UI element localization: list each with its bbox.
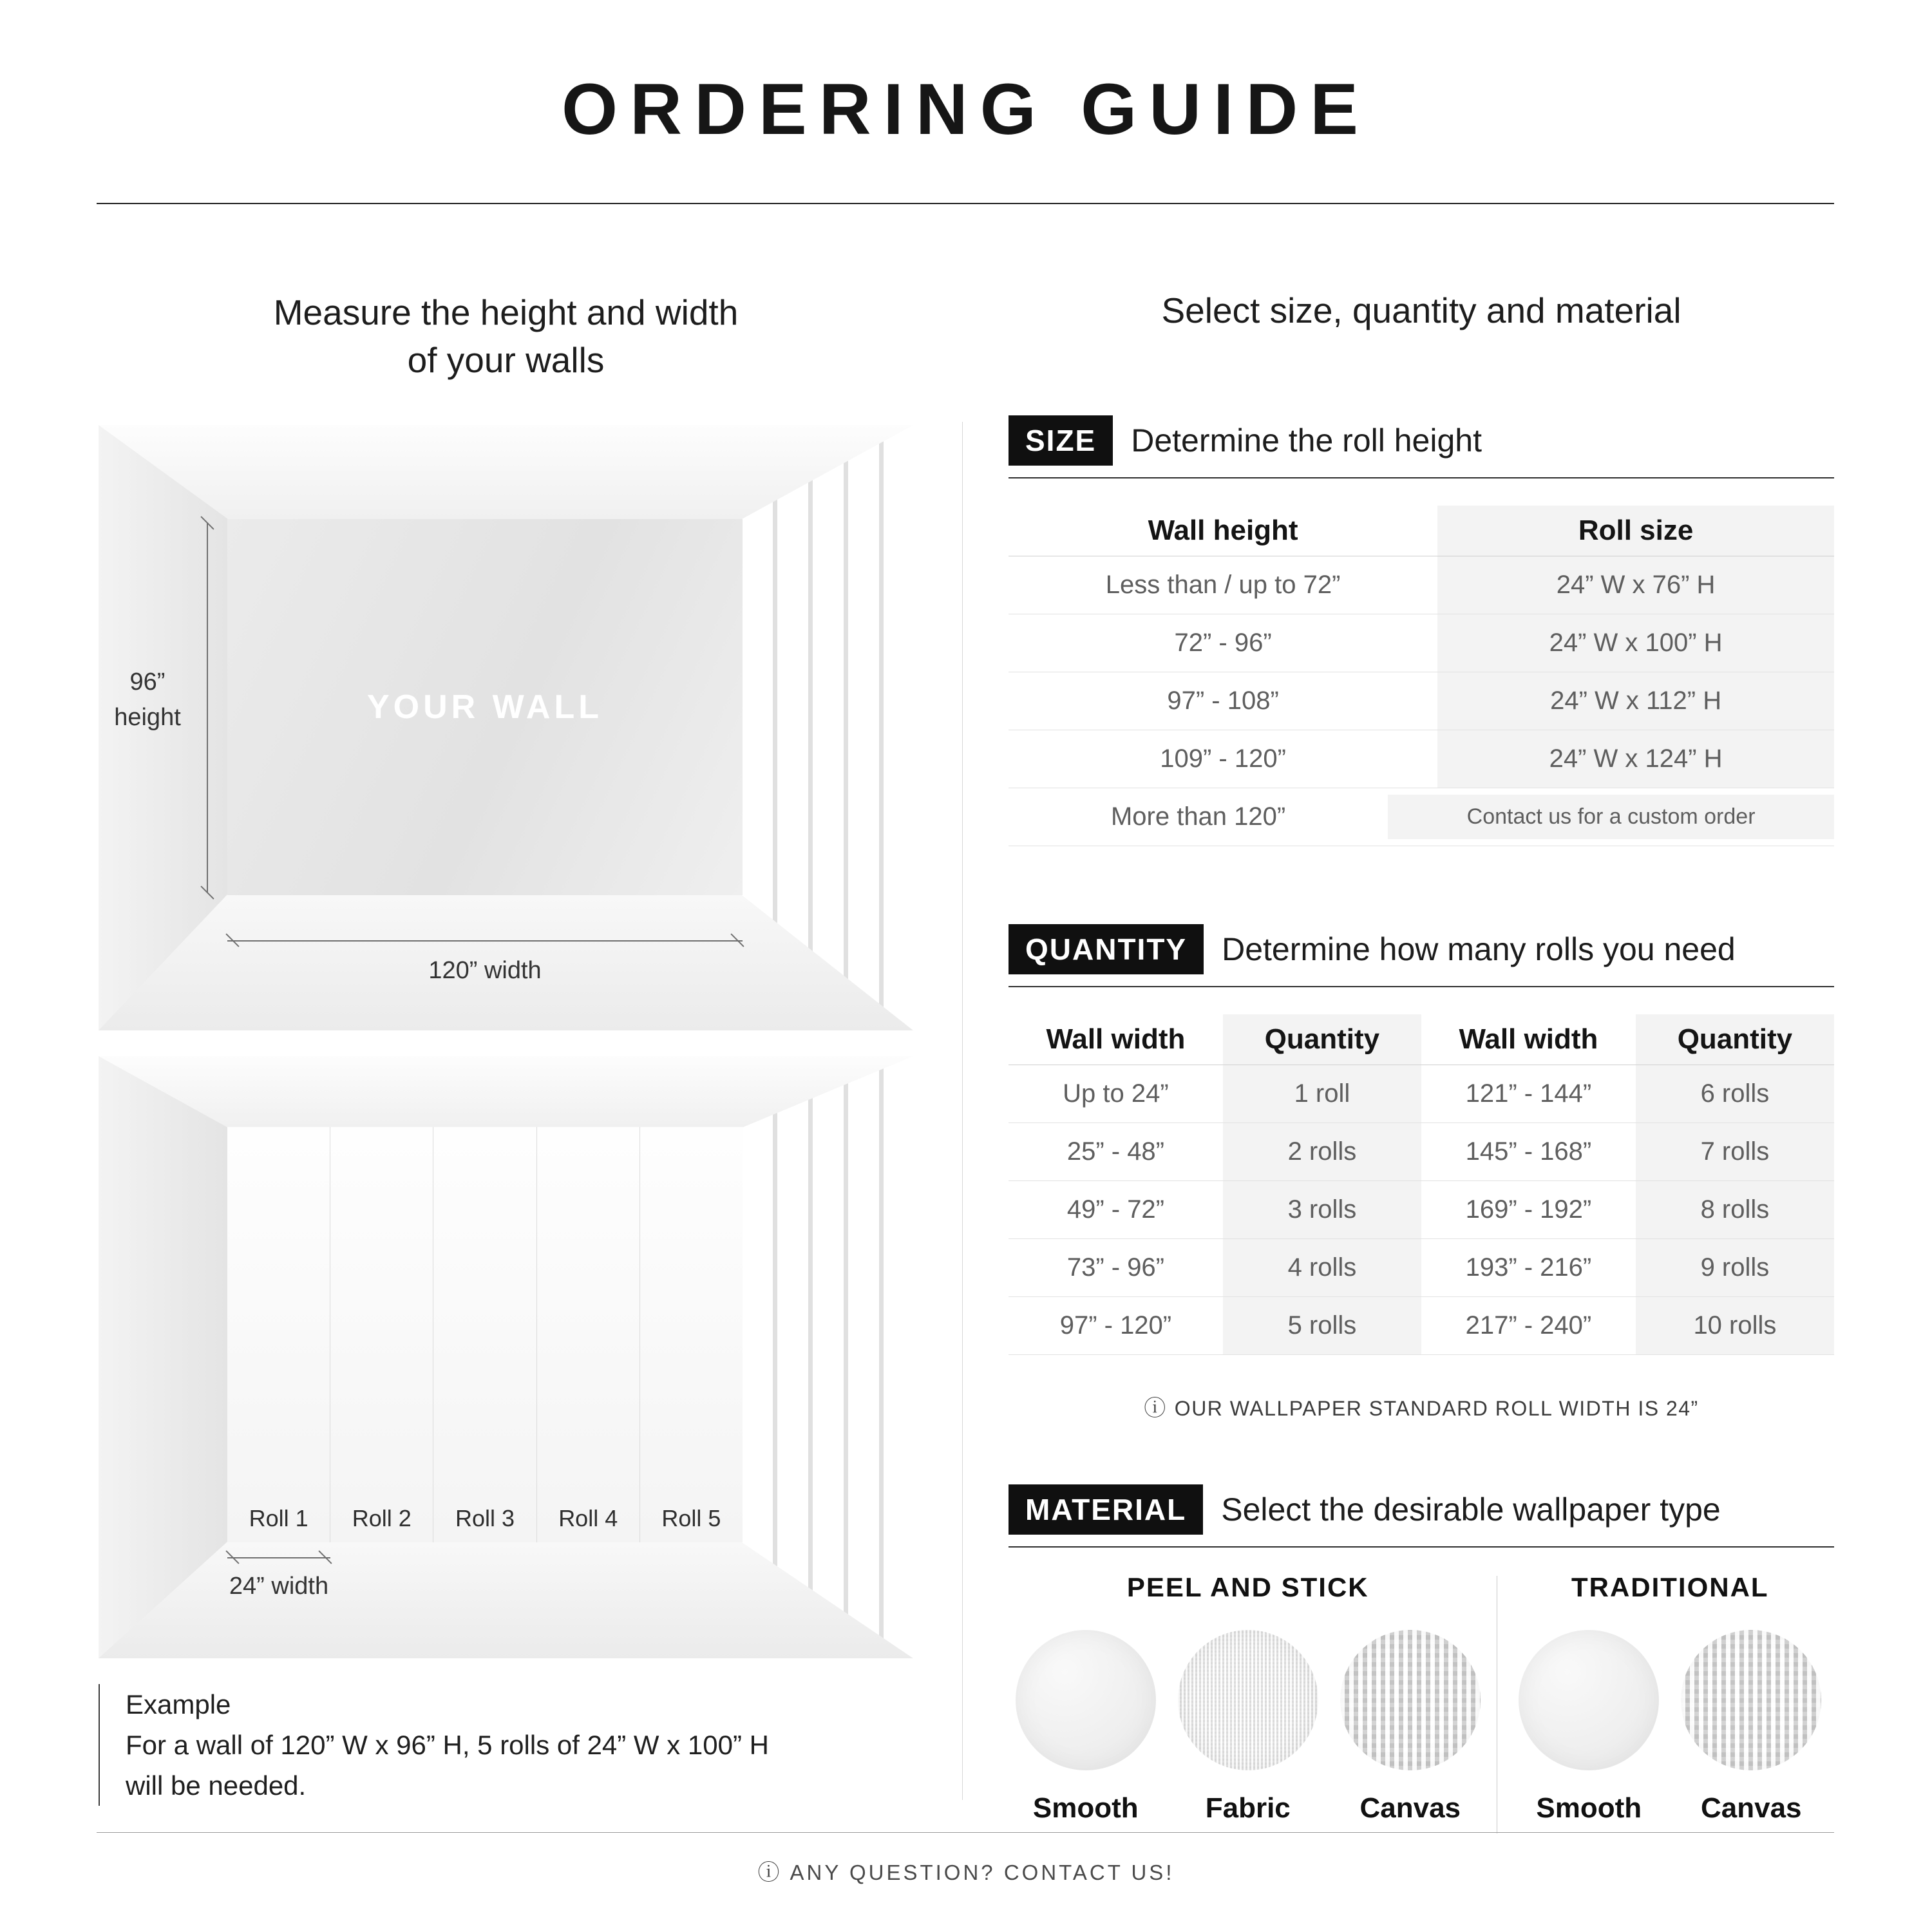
width-label: 120” width: [428, 957, 542, 984]
quantity-table-row: [1009, 1297, 1834, 1355]
size-table-row: [1009, 556, 1834, 614]
wall-width-cell: 169” - 192”: [1465, 1195, 1592, 1224]
canvas-texture-icon: [1681, 1630, 1821, 1770]
roll-width-measure-line: [227, 1557, 330, 1558]
room-measure-illustration: [99, 425, 913, 1030]
size-header-wall-height: Wall height: [1148, 515, 1298, 546]
roll-panel: [433, 1127, 536, 1542]
material-group-name: TRADITIONAL: [1571, 1572, 1769, 1602]
roll-size-cell: Contact us for a custom order: [1388, 795, 1834, 838]
page-title: ORDERING GUIDE: [562, 69, 1370, 149]
quantity-header-wall-width: Wall width: [1046, 1023, 1186, 1055]
swatch-label: Smooth: [1536, 1792, 1642, 1824]
swatch-fabric: [1175, 1630, 1321, 1824]
size-table-row: [1009, 730, 1834, 788]
section-underline: [1009, 477, 1834, 478]
material-group-traditional: [1506, 1572, 1834, 1824]
quantity-table-header: [1009, 1014, 1834, 1065]
roll-panel: [330, 1127, 433, 1542]
roll-panel: [537, 1127, 640, 1542]
size-section-header: [1009, 415, 1834, 466]
left-heading-line1: Measure the height and width: [273, 292, 739, 332]
size-table-header: [1009, 506, 1834, 556]
material-badge: MATERIAL: [1009, 1484, 1203, 1535]
size-table-row: [1009, 614, 1834, 672]
example-title: Example: [126, 1689, 231, 1719]
size-header-roll-size: Roll size: [1437, 506, 1834, 556]
roll-size-cell: 24” W x 100” H: [1437, 614, 1834, 672]
quantity-cell: 9 rolls: [1636, 1239, 1834, 1296]
quantity-note: [1009, 1390, 1834, 1422]
swatch-label: Canvas: [1700, 1792, 1802, 1824]
roll-label: Roll 1: [249, 1505, 308, 1531]
size-subtitle: Determine the roll height: [1131, 422, 1482, 459]
size-section: [1009, 415, 1834, 846]
roll-size-cell: 24” W x 112” H: [1437, 672, 1834, 730]
material-group-name: PEEL AND STICK: [1126, 1572, 1369, 1602]
wall-height-cell: 109” - 120”: [1160, 744, 1286, 773]
quantity-cell: 5 rolls: [1223, 1297, 1421, 1354]
fabric-texture-icon: [1178, 1630, 1318, 1770]
info-icon: ⓘ: [757, 1861, 782, 1885]
size-table-row: [1009, 672, 1834, 730]
wall-width-cell: 121” - 144”: [1465, 1079, 1592, 1108]
right-heading: Select size, quantity and material: [1161, 290, 1681, 330]
quantity-header-quantity: Quantity: [1636, 1014, 1834, 1065]
footer-divider: [97, 1832, 1834, 1833]
quantity-table-row: [1009, 1181, 1834, 1239]
example-line2: will be needed.: [126, 1770, 307, 1801]
quantity-header-wall-width: Wall width: [1459, 1023, 1598, 1055]
material-section-header: [1009, 1484, 1834, 1535]
left-heading-line2: of your walls: [407, 340, 605, 381]
rolls-wall: [227, 1127, 743, 1542]
roll-size-cell: 24” W x 124” H: [1437, 730, 1834, 788]
quantity-cell: 6 rolls: [1636, 1065, 1834, 1122]
smooth-texture-icon: [1016, 1630, 1156, 1770]
left-heading: [99, 289, 913, 384]
roll-width-label: 24” width: [229, 1573, 329, 1600]
example-note: [99, 1684, 834, 1806]
wall-width-cell: 145” - 168”: [1465, 1137, 1592, 1166]
height-label: [99, 665, 196, 735]
roll-panel: [640, 1127, 743, 1542]
roll-size-cell: 24” W x 76” H: [1437, 556, 1834, 614]
roll-label: Roll 3: [455, 1505, 515, 1531]
wall-width-cell: 49” - 72”: [1066, 1195, 1164, 1224]
quantity-subtitle: Determine how many rolls you need: [1222, 931, 1736, 967]
quantity-table: [1009, 1014, 1834, 1355]
quantity-cell: 4 rolls: [1223, 1239, 1421, 1296]
material-group-peel-and-stick: [1009, 1572, 1488, 1824]
wall-height-cell: 72” - 96”: [1174, 629, 1272, 657]
quantity-header-quantity: Quantity: [1223, 1014, 1421, 1065]
section-underline: [1009, 986, 1834, 987]
material-subtitle: Select the desirable wallpaper type: [1221, 1492, 1721, 1528]
quantity-section-header: [1009, 924, 1834, 974]
footer-note: [0, 1855, 1932, 1886]
canvas-texture-icon: [1340, 1630, 1481, 1770]
quantity-cell: 7 rolls: [1636, 1123, 1834, 1180]
swatch-canvas: [1678, 1630, 1824, 1824]
quantity-cell: 8 rolls: [1636, 1181, 1834, 1238]
size-badge: SIZE: [1009, 415, 1113, 466]
wall-width-cell: 97” - 120”: [1059, 1311, 1172, 1340]
quantity-cell: 2 rolls: [1223, 1123, 1421, 1180]
quantity-cell: 1 roll: [1223, 1065, 1421, 1122]
height-value: 96”: [129, 668, 166, 696]
section-underline: [1009, 1546, 1834, 1548]
size-table-row: [1009, 788, 1834, 846]
your-wall-label: YOUR WALL: [367, 688, 603, 726]
quantity-table-row: [1009, 1123, 1834, 1181]
swatch-smooth: [1013, 1630, 1159, 1824]
quantity-section: [1009, 924, 1834, 1422]
title-divider: [97, 203, 1834, 204]
quantity-cell: 3 rolls: [1223, 1181, 1421, 1238]
swatch-smooth: [1516, 1630, 1662, 1824]
swatch-label: Canvas: [1359, 1792, 1461, 1824]
quantity-table-row: [1009, 1065, 1834, 1123]
material-section: [1009, 1484, 1834, 1833]
wall-width-cell: 25” - 48”: [1066, 1137, 1164, 1166]
wall-height-cell: Less than / up to 72”: [1105, 571, 1341, 599]
example-line1: For a wall of 120” W x 96” H, 5 rolls of 24” W x 100” H: [126, 1730, 769, 1760]
roll-label: Roll 4: [558, 1505, 618, 1531]
quantity-badge: QUANTITY: [1009, 924, 1204, 974]
quantity-note-text: OUR WALLPAPER STANDARD ROLL WIDTH IS 24”: [1174, 1397, 1699, 1420]
height-word: height: [114, 704, 181, 732]
column-divider: [962, 422, 963, 1800]
roll-label: Roll 5: [661, 1505, 721, 1531]
swatch-row: [1506, 1630, 1834, 1824]
room-rolls-illustration: [99, 1056, 913, 1658]
wall-width-cell: Up to 24”: [1063, 1079, 1169, 1108]
roll-panel: [227, 1127, 330, 1542]
your-wall: [227, 519, 743, 895]
size-table: [1009, 506, 1834, 846]
material-groups: [1009, 1572, 1834, 1833]
info-icon: ⓘ: [1144, 1396, 1167, 1421]
height-measure-line: [207, 523, 208, 893]
quantity-cell: 10 rolls: [1636, 1297, 1834, 1354]
swatch-row: [1009, 1630, 1488, 1824]
wall-width-cell: 73” - 96”: [1066, 1253, 1164, 1282]
wall-width-cell: 217” - 240”: [1465, 1311, 1592, 1340]
quantity-table-row: [1009, 1239, 1834, 1297]
footer-text: ANY QUESTION? CONTACT US!: [790, 1861, 1175, 1884]
swatch-label: Fabric: [1205, 1792, 1291, 1824]
wall-height-cell: More than 120”: [1110, 802, 1286, 831]
wall-width-cell: 193” - 216”: [1465, 1253, 1592, 1282]
swatch-label: Smooth: [1032, 1792, 1139, 1824]
swatch-canvas: [1338, 1630, 1483, 1824]
wall-height-cell: 97” - 108”: [1167, 687, 1279, 715]
roll-label: Roll 2: [352, 1505, 412, 1531]
width-measure-line: [227, 940, 743, 942]
smooth-texture-icon: [1519, 1630, 1659, 1770]
